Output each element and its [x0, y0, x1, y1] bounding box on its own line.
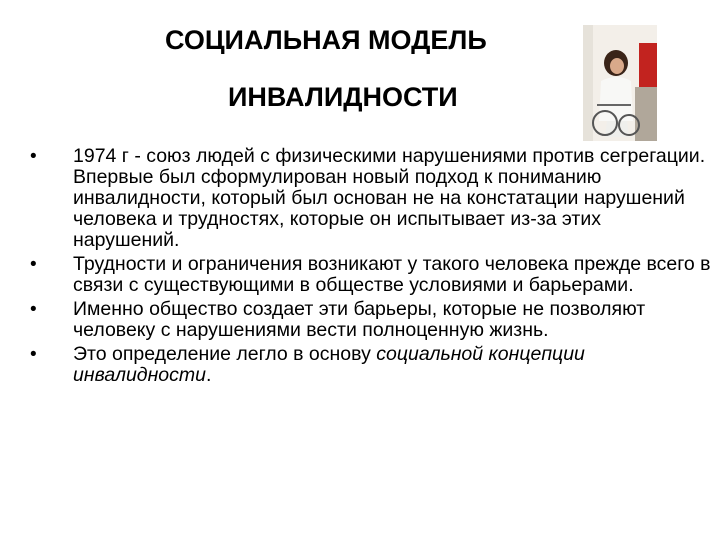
- bullet-text: Это определение легло в основу: [73, 343, 377, 365]
- bullet-text: Трудности и ограничения возникают у такого человека прежде всего в связи с существующими в обществе условиями и барьерами.: [73, 253, 711, 296]
- photo-illustration: [583, 25, 657, 141]
- bullet-list: [22, 146, 712, 389]
- bullet-item: [22, 254, 712, 296]
- bullet-text-end: .: [206, 364, 212, 386]
- bullet-item: [22, 146, 712, 251]
- bullet-dot: •: [30, 146, 37, 167]
- bullet-dot: •: [30, 344, 37, 365]
- slide-title-line-2: ИНВАЛИДНОСТИ: [228, 82, 458, 112]
- bullet-dot: •: [30, 299, 37, 320]
- bullet-dot: •: [30, 254, 37, 275]
- bullet-text: Именно общество создает эти барьеры, которые не позволяют человеку с нарушениями вести полноценную жизнь.: [73, 298, 646, 341]
- bullet-item: [22, 299, 712, 341]
- bullet-text: 1974 г - союз людей с физическими нарушениями против сегрегации. Впервые был сформулирован новый подход к пониманию инвалидности, который был основан не на констатации нарушений человека и трудностях, которые он испытывает из-за этих нарушений.: [73, 145, 706, 251]
- slide-title-line-1: СОЦИАЛЬНАЯ МОДЕЛЬ: [165, 27, 487, 54]
- bullet-item: [22, 344, 712, 386]
- bullet-text-italic: социальной концепции инвалидности: [73, 343, 585, 386]
- person-in-wheelchair-photo: [583, 25, 657, 141]
